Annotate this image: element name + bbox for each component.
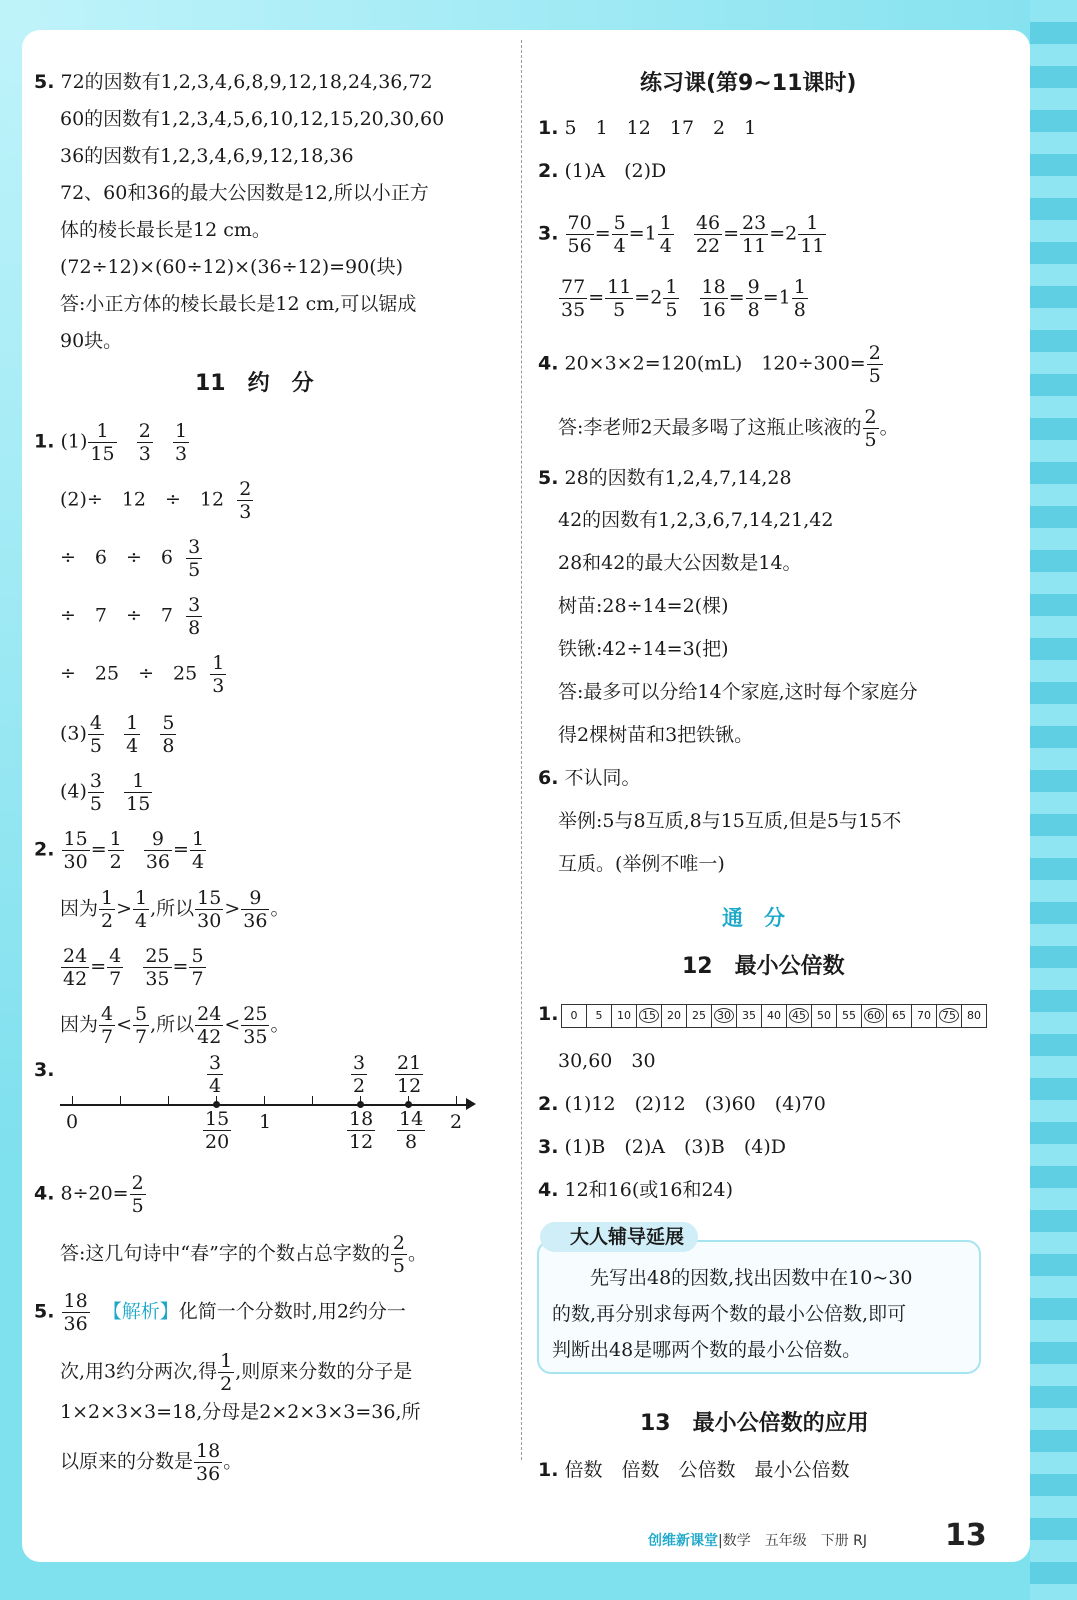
s11-q1-row6: (3) $\frac{4}{5}$ $\frac{1}{4}$ $\frac{5}{8}$ <box>60 712 175 757</box>
r-q5-line-3: 28和42的最大公因数是14。 <box>558 552 802 574</box>
multiple-cell: 65 <box>887 1005 912 1027</box>
multiple-cell: 60 <box>862 1005 887 1027</box>
multiple-cell: 20 <box>662 1005 687 1027</box>
multiple-cell: 30 <box>712 1005 737 1027</box>
fraction: $\frac{2}{3}$ <box>239 478 252 523</box>
r-q5-line-6: 答:最多可以分给14个家庭,这时每个家庭分 <box>558 681 918 703</box>
multiple-cell: 10 <box>612 1005 637 1027</box>
fraction: $\frac{1}{3}$ <box>212 652 225 697</box>
label-2: 2 <box>450 1111 463 1133</box>
point-3-4 <box>213 1101 220 1108</box>
column-divider <box>521 40 522 1460</box>
fraction: $\frac{4}{5}$ <box>89 712 103 757</box>
s11-q5-row4: 以原来的分数是 $\frac{18}{36}$ 。 <box>60 1440 243 1485</box>
label-bottom-18-12: $\frac{18}{12}$ <box>349 1108 374 1153</box>
tutor-extension-title: 大人辅导延展 <box>540 1222 698 1252</box>
r-q6-line-1: 6. 不认同。 <box>538 767 641 789</box>
r-q6-line-2: 举例:5与8互质,8与15互质,但是5与15不 <box>558 810 902 832</box>
r-q3-row1: 3. $\frac{70}{56}$ = $\frac{5}{4}$ =1 $\frac{1}{4}$ $\frac{46}{22}$ = $\frac{23}{11}$ =2 $\frac{1}{11}$ <box>538 212 825 257</box>
point-21-12 <box>405 1101 412 1108</box>
fraction: $\frac{1}{4}$ <box>126 712 139 757</box>
multiple-cell: 15 <box>637 1005 662 1027</box>
box-line-2: 的数,再分别求每两个数的最小公倍数,即可 <box>552 1303 907 1325</box>
fraction: $\frac{1}{15}$ <box>126 770 151 815</box>
page-number: 13 <box>945 1518 987 1553</box>
r-q4-answer: 答:李老师2天最多喝了这瓶止咳液的 $\frac{2}{5}$ 。 <box>558 406 899 451</box>
fraction: $\frac{5}{8}$ <box>162 712 175 757</box>
section-12-title: 12 最小公倍数 <box>682 954 845 979</box>
r-q5-line-7: 得2棵树苗和3把铁锹。 <box>558 724 754 746</box>
s11-q3-number: 3. <box>34 1059 55 1081</box>
multiple-cell: 5 <box>587 1005 612 1027</box>
s11-q1-row4: ÷ 7 ÷ 7 $\frac{3}{8}$ <box>60 594 201 639</box>
q5-top-line-2: 60的因数有1,2,3,4,5,6,10,12,15,20,30,60 <box>60 108 445 130</box>
r-q4-row1: 4. 20×3×2=120(mL) 120÷300= $\frac{2}{5}$ <box>538 342 881 387</box>
multiple-cell: 35 <box>737 1005 762 1027</box>
s11-q1-row5: ÷ 25 ÷ 25 $\frac{1}{3}$ <box>60 652 225 697</box>
s11-q2-row1: 2. $\frac{15}{30}$ = $\frac{1}{2}$ $\frac{9}{36}$ = $\frac{1}{4}$ <box>34 828 205 873</box>
s13-q1: 1. 倍数 倍数 公倍数 最小公倍数 <box>538 1459 850 1481</box>
q5-top-line-3: 36的因数有1,2,3,4,6,9,12,18,36 <box>60 145 354 167</box>
multiple-cell: 55 <box>837 1005 862 1027</box>
unit-title: 通 分 <box>722 906 785 930</box>
s11-q5-row1: 5. $\frac{18}{36}$ 【解析】化简一个分数时,用2约分一 <box>34 1290 406 1335</box>
s11-q5-row3: 1×2×3×3=18,分母是2×2×3×3=36,所 <box>60 1401 421 1423</box>
q5-top-line-6: (72÷12)×(60÷12)×(36÷12)=90(块) <box>60 256 404 278</box>
s11-q1-row7: (4) $\frac{3}{5}$ $\frac{1}{15}$ <box>60 770 151 815</box>
q5-top-line-1: 5. 72的因数有1,2,3,4,6,8,9,12,18,24,36,72 <box>34 71 433 93</box>
label-top-3-2: $\frac{3}{2}$ <box>353 1052 366 1097</box>
label-top-21-12: $\frac{21}{12}$ <box>397 1052 422 1097</box>
fraction: $\frac{3}{5}$ <box>188 536 201 581</box>
multiple-cell: 80 <box>967 1009 981 1022</box>
multiples-strip <box>561 1004 987 1028</box>
s11-q1-row2: (2)÷ 12 ÷ 12 $\frac{2}{3}$ <box>60 478 252 523</box>
s11-q5-row2: 次,用3约分两次,得 $\frac{1}{2}$ ,则原来分数的分子是 <box>60 1350 413 1395</box>
practice-title: 练习课(第9~11课时) <box>640 71 857 96</box>
r-q5-line-2: 42的因数有1,2,3,6,7,14,21,42 <box>558 509 834 531</box>
multiple-cell: 75 <box>937 1005 962 1027</box>
s11-q1-row1: 1. (1) $\frac{1}{15}$ $\frac{2}{3}$ $\frac{1}{3}$ <box>34 420 188 465</box>
r-q6-line-3: 互质。(举例不唯一) <box>558 853 725 875</box>
r-q3-row2: $\frac{77}{35}$ = $\frac{11}{5}$ =2 $\frac{1}{5}$ $\frac{18}{16}$ = $\frac{9}{8}$ =1 $\frac{1}{8}$ <box>561 276 806 321</box>
section-13-title: 13 最小公倍数的应用 <box>640 1411 869 1436</box>
box-line-1: 先写出48的因数,找出因数中在10~30 <box>590 1267 913 1289</box>
wave-decoration <box>1030 0 1077 1600</box>
q5-top-line-4: 72、60和36的最大公因数是12,所以小正方 <box>60 182 429 204</box>
q5-top-line-8: 90块。 <box>60 330 123 352</box>
label-0: 0 <box>66 1111 79 1133</box>
fraction: $\frac{3}{8}$ <box>188 594 201 639</box>
s11-q2-row3: $\frac{24}{42}$ = $\frac{4}{7}$ $\frac{25}{35}$ = $\frac{5}{7}$ <box>63 945 204 990</box>
s11-q2-row2: 因为 $\frac{1}{2}$ > $\frac{1}{4}$ ,所以 $\frac{15}{30}$ > $\frac{9}{36}$ 。 <box>60 887 290 932</box>
s11-q4-row1: 4. 8÷20= $\frac{2}{5}$ <box>34 1172 144 1217</box>
s12-q3: 3. (1)B (2)A (3)B (4)D <box>538 1136 787 1158</box>
r-q5-line-5: 铁锹:42÷14=3(把) <box>558 638 729 660</box>
box-line-3: 判断出48是哪两个数的最小公倍数。 <box>552 1339 862 1361</box>
multiple-cell: 45 <box>787 1005 812 1027</box>
multiple-cell: 50 <box>812 1005 837 1027</box>
multiple-cell: 25 <box>687 1005 712 1027</box>
label-bottom-15-20: $\frac{15}{20}$ <box>205 1108 230 1153</box>
multiple-cell: 0 <box>562 1005 587 1027</box>
multiple-cell: 40 <box>762 1005 787 1027</box>
r-q5-line-1: 5. 28的因数有1,2,4,7,14,28 <box>538 467 792 489</box>
r-q1: 1. 5 1 12 17 2 1 <box>538 117 757 139</box>
s11-q2-row4: 因为 $\frac{4}{7}$ < $\frac{5}{7}$ ,所以 $\frac{24}{42}$ < $\frac{25}{35}$ 。 <box>60 1003 290 1048</box>
q5-top-line-5: 体的棱长最长是12 cm。 <box>60 219 271 241</box>
fraction: $\frac{3}{5}$ <box>89 770 103 815</box>
q5-top-line-7: 答:小正方体的棱长最长是12 cm,可以锯成 <box>60 293 417 315</box>
s11-q4-answer: 答:这几句诗中“春”字的个数占总字数的 $\frac{2}{5}$ 。 <box>60 1232 427 1277</box>
label-bottom-14-8: $\frac{14}{8}$ <box>399 1108 424 1153</box>
s12-q1-answer: 30,60 30 <box>558 1050 656 1072</box>
label-top-3-4: $\frac{3}{4}$ <box>209 1052 222 1097</box>
s11-q1-row3: ÷ 6 ÷ 6 $\frac{3}{5}$ <box>60 536 201 581</box>
r-q5-line-4: 树苗:28÷14=2(棵) <box>558 595 729 617</box>
s12-q4: 4. 12和16(或16和24) <box>538 1179 734 1201</box>
r-q2: 2. (1)A (2)D <box>538 160 667 182</box>
section-11-title: 11 约 分 <box>195 371 314 396</box>
s12-q1-number: 1. <box>538 1003 559 1025</box>
fraction: $\frac{1}{15}$ <box>90 420 115 465</box>
fraction: $\frac{1}{3}$ <box>174 420 188 465</box>
multiple-cell: 70 <box>912 1005 937 1027</box>
s12-q2: 2. (1)12 (2)12 (3)60 (4)70 <box>538 1093 826 1115</box>
point-3-2 <box>357 1101 364 1108</box>
label-1: 1 <box>259 1111 272 1133</box>
fraction: $\frac{2}{3}$ <box>138 420 151 465</box>
footer: 创维新课堂|数学 五年级 下册 RJ <box>648 1533 868 1549</box>
